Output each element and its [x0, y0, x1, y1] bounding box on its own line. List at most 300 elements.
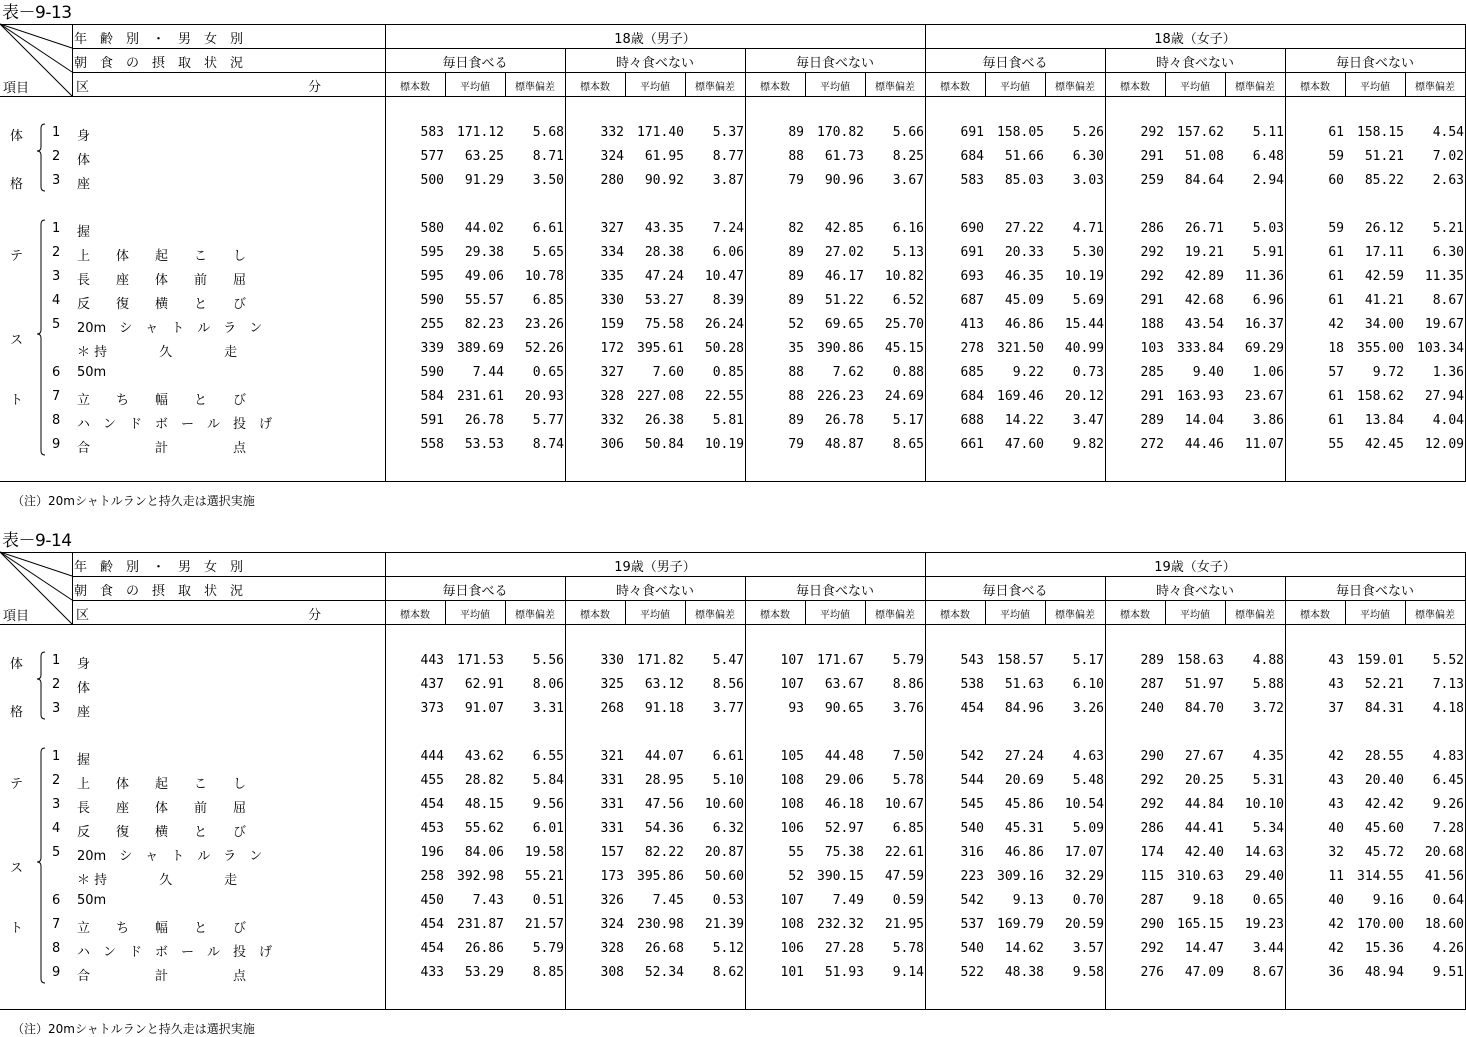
table-cell-value: 43 — [1328, 797, 1344, 812]
table-note: （注）20mシャトルランと持久走は選択実施 — [12, 494, 255, 508]
column-header: 平均値 — [640, 610, 670, 621]
table-cell-value: 684 — [960, 149, 984, 164]
table-cell-value: 15.44 — [1064, 317, 1104, 332]
table-cell-value: 61 — [1328, 389, 1344, 404]
table-cell-value: 46.35 — [1004, 269, 1044, 284]
table-cell-value: 60 — [1328, 173, 1344, 188]
table-cell-value: 433 — [420, 965, 444, 980]
table-cell-value: 158.05 — [997, 125, 1044, 140]
table-cell-value: 413 — [960, 317, 984, 332]
table-cell-value: 332 — [600, 413, 624, 428]
subgroup-header: 毎日食べない — [1335, 584, 1414, 599]
table-cell-value: 45.86 — [1004, 797, 1044, 812]
column-header: 標本数 — [580, 82, 610, 93]
table-cell-value: 389.69 — [457, 341, 504, 356]
table-cell-value: 12.09 — [1424, 437, 1464, 452]
table-cell-value: 45.09 — [1004, 293, 1044, 308]
table-cell-value: 45.72 — [1364, 845, 1404, 860]
table-cell-value: 454 — [420, 797, 444, 812]
table-cell-value: 661 — [960, 437, 984, 452]
table-cell-value: 331 — [600, 797, 624, 812]
table-cell-value: 63.12 — [644, 677, 684, 692]
table-cell-value: 5.78 — [892, 941, 924, 956]
table-cell-value: 595 — [420, 269, 444, 284]
table-cell-value: 91.29 — [464, 173, 504, 188]
row-number: 8 — [52, 413, 61, 428]
table-cell-value: 258 — [420, 869, 444, 884]
table-cell-value: 41.21 — [1364, 293, 1404, 308]
table-cell-value: 55.21 — [524, 869, 564, 884]
table-cell-value: 309.16 — [997, 869, 1044, 884]
table-cell-value: 47.09 — [1184, 965, 1224, 980]
table-cell-value: 690 — [960, 221, 984, 236]
table-cell-value: 75.58 — [644, 317, 684, 332]
table-cell-value: 9.18 — [1192, 893, 1224, 908]
row-number: 1 — [52, 125, 61, 140]
table-cell-value: 49.06 — [464, 269, 504, 284]
table-cell-value: 57 — [1328, 365, 1344, 380]
header-breakfast: 朝 食 の 摂 取 状 況 — [74, 584, 244, 599]
table-cell-value: 328 — [600, 389, 624, 404]
table-cell-value: 558 — [420, 437, 444, 452]
table-cell-value: 583 — [420, 125, 444, 140]
table-cell-value: 584 — [420, 389, 444, 404]
table-cell-value: 10.19 — [704, 437, 744, 452]
table-cell-value: 291 — [1140, 149, 1164, 164]
table-cell-value: 326 — [600, 893, 624, 908]
row-number: 2 — [52, 149, 61, 164]
table-cell-value: 310.63 — [1177, 869, 1224, 884]
table-cell-value: 7.50 — [892, 749, 924, 764]
table-cell-value: 108 — [780, 917, 804, 932]
row-number: 5 — [52, 845, 61, 860]
header-top-line — [0, 552, 1466, 553]
table-cell-value: 32.29 — [1064, 869, 1104, 884]
table-cell-value: 324 — [600, 149, 624, 164]
table-cell-value: 5.11 — [1252, 125, 1284, 140]
row-item-name: ハ ン ド ボ ー ル 投 げ — [77, 945, 273, 960]
table-cell-value: 52.34 — [644, 965, 684, 980]
table-cell-value: 53.29 — [464, 965, 504, 980]
table-cell-value: 47.59 — [884, 869, 924, 884]
table-cell-value: 169.79 — [997, 917, 1044, 932]
table-cell-value: 32 — [1328, 845, 1344, 860]
row-item-name: 50m — [77, 893, 107, 908]
table-cell-value: 50.60 — [704, 869, 744, 884]
table-cell-value: 26.71 — [1184, 221, 1224, 236]
table-cell-value: 171.67 — [817, 653, 864, 668]
table-cell-value: 4.54 — [1432, 125, 1464, 140]
table-cell-value: 62.91 — [464, 677, 504, 692]
table-cell-value: 171.40 — [637, 125, 684, 140]
table-cell-value: 10.60 — [704, 797, 744, 812]
table-cell-value: 158.15 — [1357, 125, 1404, 140]
table-cell-value: 91.07 — [464, 701, 504, 716]
table-cell-value: 82.23 — [464, 317, 504, 332]
table-cell-value: 0.53 — [712, 893, 744, 908]
column-header: 標準偏差 — [1235, 82, 1275, 93]
table-cell-value: 82 — [788, 221, 804, 236]
table-cell-value: 20.69 — [1004, 773, 1044, 788]
header-top-line — [0, 24, 1466, 25]
table-cell-value: 42 — [1328, 917, 1344, 932]
table-cell-value: 21.57 — [524, 917, 564, 932]
table-cell-value: 291 — [1140, 389, 1164, 404]
table-cell-value: 43.54 — [1184, 317, 1224, 332]
table-cell-value: 443 — [420, 653, 444, 668]
row-item-name: 20m シ ャ ト ル ラ ン — [77, 321, 263, 336]
table-cell-value: 5.84 — [532, 773, 564, 788]
table-cell-value: 3.67 — [892, 173, 924, 188]
row-item-name: 反 復 横 と び — [77, 297, 247, 312]
row-number: 2 — [52, 677, 61, 692]
table-cell-value: 339 — [420, 341, 444, 356]
table-cell-value: 61 — [1328, 413, 1344, 428]
table-cell-value: 27.94 — [1424, 389, 1464, 404]
table-cell-value: 291 — [1140, 293, 1164, 308]
table-cell-value: 693 — [960, 269, 984, 284]
table-cell-value: 4.83 — [1432, 749, 1464, 764]
table-cell-value: 9.26 — [1432, 797, 1464, 812]
table-cell-value: 28.38 — [644, 245, 684, 260]
table-cell-value: 9.72 — [1372, 365, 1404, 380]
table-cell-value: 2.94 — [1252, 173, 1284, 188]
table-cell-value: 52.97 — [824, 821, 864, 836]
table-cell-value: 0.64 — [1432, 893, 1464, 908]
table-cell-value: 42 — [1328, 749, 1344, 764]
table-cell-value: 5.77 — [532, 413, 564, 428]
table-cell-value: 46.86 — [1004, 845, 1044, 860]
row-number: 5 — [52, 317, 61, 332]
table-cell-value: 79 — [788, 173, 804, 188]
table-cell-value: 0.88 — [892, 365, 924, 380]
column-header: 標本数 — [1120, 610, 1150, 621]
table-cell-value: 19.23 — [1244, 917, 1284, 932]
table-cell-value: 21.39 — [704, 917, 744, 932]
table-title: 表－9-14 — [2, 531, 72, 551]
group-header: 19歳（女子） — [1154, 560, 1236, 575]
table-cell-value: 331 — [600, 773, 624, 788]
table-cell-value: 53.27 — [644, 293, 684, 308]
table-cell-value: 19.21 — [1184, 245, 1224, 260]
table-cell-value: 158.62 — [1357, 389, 1404, 404]
table-cell-value: 61 — [1328, 293, 1344, 308]
table-cell-value: 10.47 — [704, 269, 744, 284]
table-cell-value: 334 — [600, 245, 624, 260]
table-cell-value: 6.32 — [712, 821, 744, 836]
table-cell-value: 316 — [960, 845, 984, 860]
table-cell-value: 5.17 — [892, 413, 924, 428]
table-cell-value: 26.68 — [644, 941, 684, 956]
table-cell-value: 545 — [960, 797, 984, 812]
table-cell-value: 159.01 — [1357, 653, 1404, 668]
row-item-name: 50m — [77, 365, 107, 380]
table-cell-value: 34.00 — [1364, 317, 1404, 332]
table-cell-value: 5.48 — [1072, 773, 1104, 788]
table-cell-value: 44.48 — [824, 749, 864, 764]
table-cell-value: 107 — [780, 893, 804, 908]
table-cell-value: 159 — [600, 317, 624, 332]
column-header: 平均値 — [1000, 82, 1030, 93]
header-line — [72, 72, 1466, 73]
table-cell-value: 5.31 — [1252, 773, 1284, 788]
table-cell-value: 500 — [420, 173, 444, 188]
table-cell-value: 26.38 — [644, 413, 684, 428]
column-header: 標準偏差 — [695, 82, 735, 93]
table-cell-value: 10.19 — [1064, 269, 1104, 284]
table-cell-value: 9.16 — [1372, 893, 1404, 908]
table-cell-value: 20.33 — [1004, 245, 1044, 260]
table-cell-value: 169.46 — [997, 389, 1044, 404]
table-cell-value: 306 — [600, 437, 624, 452]
table-cell-value: 23.67 — [1244, 389, 1284, 404]
group-header: 19歳（男子） — [614, 560, 696, 575]
table-cell-value: 20.68 — [1424, 845, 1464, 860]
group-header: 18歳（女子） — [1154, 32, 1236, 47]
row-item-name: 上 体 起 こ し — [77, 777, 247, 792]
row-item-name: 立 ち 幅 と び — [77, 393, 247, 408]
table-bottom-line — [0, 1009, 1466, 1010]
table-cell-value: 9.14 — [892, 965, 924, 980]
header-age-sex: 年 齢 別 ・ 男 女 別 — [74, 560, 244, 575]
table-cell-value: 5.81 — [712, 413, 744, 428]
table-cell-value: 3.77 — [712, 701, 744, 716]
table-cell-value: 55.57 — [464, 293, 504, 308]
table-cell-value: 51.21 — [1364, 149, 1404, 164]
subgroup-header: 毎日食べない — [1335, 56, 1414, 71]
table-cell-value: 165.15 — [1177, 917, 1224, 932]
table-cell-value: 47.24 — [644, 269, 684, 284]
header-item: 項目 — [3, 81, 30, 96]
table-cell-value: 3.86 — [1252, 413, 1284, 428]
table-cell-value: 90.96 — [824, 173, 864, 188]
table-cell-value: 10.54 — [1064, 797, 1104, 812]
table-cell-value: 259 — [1140, 173, 1164, 188]
column-header: 標準偏差 — [1415, 610, 1455, 621]
category-label-test: ス — [10, 333, 24, 348]
table-cell-value: 392.98 — [457, 869, 504, 884]
physique-brace — [35, 651, 49, 721]
table-cell-value: 7.60 — [652, 365, 684, 380]
table-cell-value: 595 — [420, 245, 444, 260]
table-cell-value: 4.71 — [1072, 221, 1104, 236]
table-cell-value: 158.63 — [1177, 653, 1224, 668]
category-label-physique: 格 — [10, 705, 24, 720]
table-cell-value: 590 — [420, 365, 444, 380]
table-cell-value: 455 — [420, 773, 444, 788]
table-cell-value: 27.22 — [1004, 221, 1044, 236]
table-cell-value: 42.42 — [1364, 797, 1404, 812]
table-cell-value: 22.61 — [884, 845, 924, 860]
row-item-name: 座 — [77, 177, 91, 192]
table-cell-value: 331 — [600, 821, 624, 836]
table-cell-value: 7.45 — [652, 893, 684, 908]
row-item-name: 体 — [77, 153, 91, 168]
table-cell-value: 63.67 — [824, 677, 864, 692]
table-cell-value: 84.64 — [1184, 173, 1224, 188]
table-cell-value: 8.25 — [892, 149, 924, 164]
row-number: 1 — [52, 749, 61, 764]
table-cell-value: 14.47 — [1184, 941, 1224, 956]
table-cell-value: 4.26 — [1432, 941, 1464, 956]
table-cell-value: 107 — [780, 677, 804, 692]
table-cell-value: 69.29 — [1244, 341, 1284, 356]
table-cell-value: 542 — [960, 749, 984, 764]
table-cell-value: 48.15 — [464, 797, 504, 812]
table-cell-value: 330 — [600, 293, 624, 308]
row-number: 4 — [52, 821, 61, 836]
table-cell-value: 330 — [600, 653, 624, 668]
table-cell-value: 8.86 — [892, 677, 924, 692]
table-cell-value: 9.82 — [1072, 437, 1104, 452]
table-cell-value: 5.68 — [532, 125, 564, 140]
column-header: 標準偏差 — [695, 610, 735, 621]
diagonal-line — [0, 24, 72, 72]
column-header: 標本数 — [940, 82, 970, 93]
row-item-name: ＊ 持 久 走 — [77, 873, 238, 888]
table-cell-value: 42 — [1328, 941, 1344, 956]
table-cell-value: 5.26 — [1072, 125, 1104, 140]
table-bottom-line — [0, 481, 1466, 482]
row-number: 8 — [52, 941, 61, 956]
table-cell-value: 41.56 — [1424, 869, 1464, 884]
table-cell-value: 14.62 — [1004, 941, 1044, 956]
table-cell-value: 287 — [1140, 893, 1164, 908]
table-cell-value: 395.61 — [637, 341, 684, 356]
column-header: 標本数 — [400, 82, 430, 93]
table-cell-value: 27.67 — [1184, 749, 1224, 764]
table-cell-value: 50.84 — [644, 437, 684, 452]
table-cell-value: 115 — [1140, 869, 1164, 884]
table-cell-value: 6.30 — [1072, 149, 1104, 164]
table-cell-value: 537 — [960, 917, 984, 932]
table-cell-value: 231.61 — [457, 389, 504, 404]
table-cell-value: 5.79 — [532, 941, 564, 956]
table-cell-value: 6.96 — [1252, 293, 1284, 308]
table-cell-value: 685 — [960, 365, 984, 380]
header-category-right: 分 — [308, 80, 322, 95]
table-cell-value: 170.00 — [1357, 917, 1404, 932]
row-number: 3 — [52, 701, 61, 716]
table-cell-value: 43 — [1328, 653, 1344, 668]
table-cell-value: 8.39 — [712, 293, 744, 308]
table-cell-value: 6.85 — [532, 293, 564, 308]
header-bottom-line — [0, 624, 1466, 625]
row-item-name: 座 — [77, 705, 91, 720]
table-cell-value: 91.18 — [644, 701, 684, 716]
column-header: 標準偏差 — [1415, 82, 1455, 93]
table-cell-value: 11.07 — [1244, 437, 1284, 452]
subgroup-header: 毎日食べる — [442, 56, 508, 71]
table-cell-value: 286 — [1140, 221, 1164, 236]
category-label-physique: 体 — [10, 657, 24, 672]
table-cell-value: 107 — [780, 653, 804, 668]
table-cell-value: 7.13 — [1432, 677, 1464, 692]
table-cell-value: 82.22 — [644, 845, 684, 860]
table-cell-value: 14.63 — [1244, 845, 1284, 860]
table-cell-value: 0.51 — [532, 893, 564, 908]
row-number: 2 — [52, 245, 61, 260]
table-cell-value: 42.68 — [1184, 293, 1224, 308]
table-cell-value: 8.77 — [712, 149, 744, 164]
table-cell-value: 577 — [420, 149, 444, 164]
row-item-name: 合 計 点 — [77, 441, 247, 456]
table-cell-value: 9.40 — [1192, 365, 1224, 380]
column-header: 標本数 — [400, 610, 430, 621]
table-cell-value: 27.24 — [1004, 749, 1044, 764]
table-cell-value: 292 — [1140, 245, 1164, 260]
table-cell-value: 20.40 — [1364, 773, 1404, 788]
row-number: 4 — [52, 293, 61, 308]
table-cell-value: 90.92 — [644, 173, 684, 188]
table-cell-value: 8.56 — [712, 677, 744, 692]
column-header: 標準偏差 — [1055, 82, 1095, 93]
table-cell-value: 89 — [788, 293, 804, 308]
table-cell-value: 84.06 — [464, 845, 504, 860]
table-cell-value: 20.12 — [1064, 389, 1104, 404]
table-cell-value: 3.76 — [892, 701, 924, 716]
table-cell-value: 15.36 — [1364, 941, 1404, 956]
table-cell-value: 231.87 — [457, 917, 504, 932]
table-cell-value: 7.43 — [472, 893, 504, 908]
table-cell-value: 10.10 — [1244, 797, 1284, 812]
table-cell-value: 691 — [960, 125, 984, 140]
table-cell-value: 8.65 — [892, 437, 924, 452]
table-cell-value: 0.65 — [1252, 893, 1284, 908]
table-cell-value: 292 — [1140, 773, 1164, 788]
diagonal-line — [0, 552, 72, 600]
table-cell-value: 88 — [788, 149, 804, 164]
category-label-test: ト — [10, 393, 24, 408]
diagonal-line — [0, 24, 72, 48]
table-cell-value: 43.62 — [464, 749, 504, 764]
test-brace — [35, 747, 49, 985]
table-cell-value: 89 — [788, 125, 804, 140]
table-cell-value: 22.55 — [704, 389, 744, 404]
table-cell-value: 36 — [1328, 965, 1344, 980]
table-cell-value: 444 — [420, 749, 444, 764]
table-cell-value: 196 — [420, 845, 444, 860]
table-cell-value: 43.35 — [644, 221, 684, 236]
table-cell-value: 42.45 — [1364, 437, 1404, 452]
column-header: 標本数 — [1300, 82, 1330, 93]
table-note: （注）20mシャトルランと持久走は選択実施 — [12, 1022, 255, 1036]
table-cell-value: 26.78 — [464, 413, 504, 428]
column-header: 標準偏差 — [1235, 610, 1275, 621]
table-cell-value: 51.08 — [1184, 149, 1224, 164]
table-cell-value: 174 — [1140, 845, 1164, 860]
table-cell-value: 5.69 — [1072, 293, 1104, 308]
table-cell-value: 44.07 — [644, 749, 684, 764]
table-cell-value: 46.17 — [824, 269, 864, 284]
row-item-name: 身 — [77, 657, 91, 672]
table-cell-value: 7.02 — [1432, 149, 1464, 164]
table-cell-value: 103.34 — [1417, 341, 1464, 356]
row-number: 1 — [52, 653, 61, 668]
column-header: 標本数 — [940, 610, 970, 621]
table-cell-value: 61.95 — [644, 149, 684, 164]
table-cell-value: 40 — [1328, 893, 1344, 908]
table-cell-value: 292 — [1140, 125, 1164, 140]
header-category-right: 分 — [308, 608, 322, 623]
table-cell-value: 454 — [420, 941, 444, 956]
table-cell-value: 29.06 — [824, 773, 864, 788]
table-cell-value: 390.15 — [817, 869, 864, 884]
subgroup-header: 毎日食べない — [795, 56, 874, 71]
table-cell-value: 90.65 — [824, 701, 864, 716]
table-cell-value: 4.35 — [1252, 749, 1284, 764]
table-cell-value: 3.31 — [532, 701, 564, 716]
